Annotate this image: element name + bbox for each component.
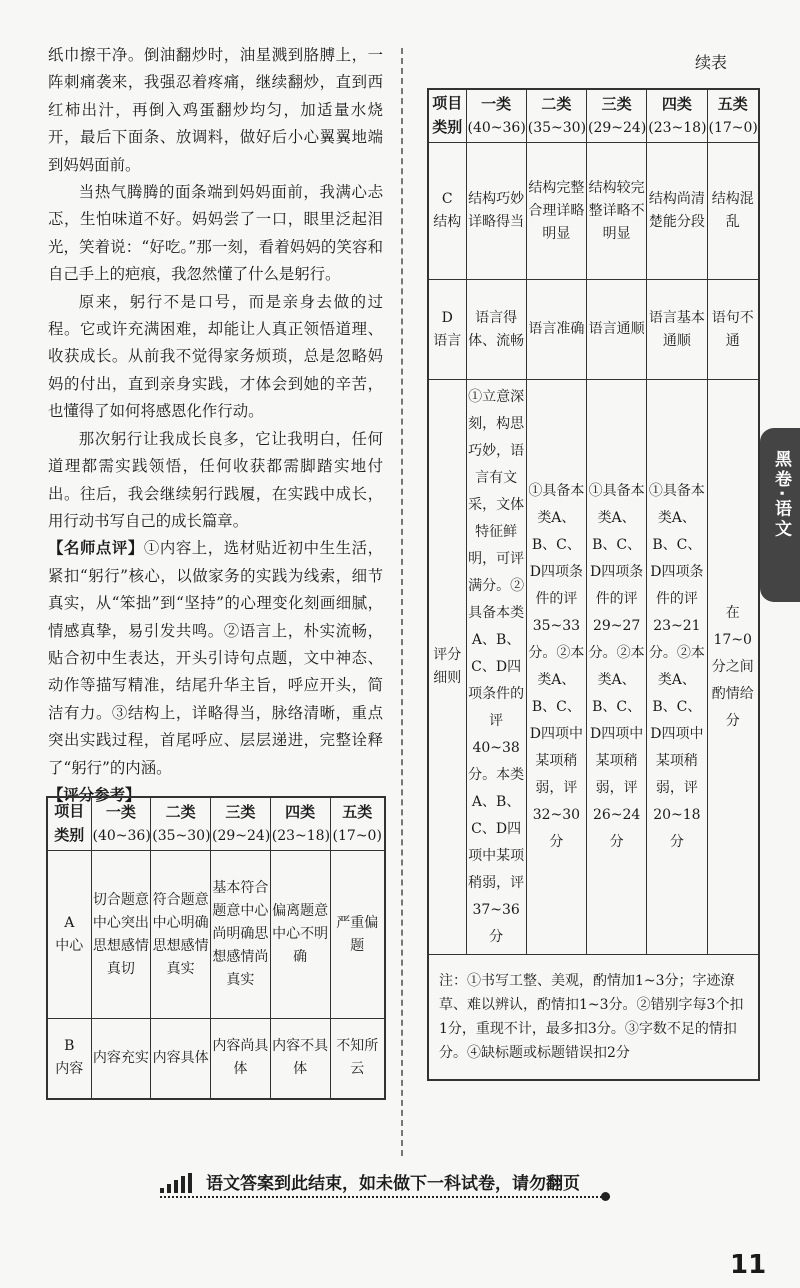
essay-paragraph-1: 纸巾擦干净。倒油翻炒时，油星溅到胳膊上，一阵刺痛袭来，我强忍着疼痛，继续翻炒，直到西红柿出汁，再倒入鸡蛋翻炒均匀，加适量水烧开，最后下面条、放调料，做好后小心翼翼地端到妈妈面前。: [48, 46, 383, 174]
teacher-comment: [48, 535, 383, 782]
table-cell: 结构完整合理详略明显: [526, 143, 586, 280]
table-cell: 切合题意中心突出思想感情真切: [91, 851, 151, 1019]
essay-paragraph-3: 原来，躬行不是口号，而是亲身去做的过程。它或许充满困难，却能让人真正领悟道理、收获成长。从前我不觉得家务烦琐，总是忽略妈妈的付出，直到亲身实践，才体会到她的辛苦，也懂得了如何将感恩化作行动。: [48, 292, 383, 421]
teacher-comment-label: 【名师点评】: [48, 539, 144, 558]
scoring-table: [46, 796, 386, 1100]
essay-column: [48, 42, 383, 809]
header-class-1: 一类 (40~36): [91, 797, 151, 851]
table-cell: 内容不具体: [270, 1019, 330, 1099]
row-label: D 语言: [428, 280, 466, 380]
essay-paragraph-4: 那次躬行让我成长良多，它让我明白，任何道理都需实践领悟，任何收获都需脚踏实地付出。往后，我会继续躬行践履，在实践中成长，用行动书写自己的成长篇章。: [48, 429, 383, 530]
header-class-1: 一类 (40~36): [466, 89, 526, 143]
table-cell: 内容尚具体: [211, 1019, 271, 1099]
table-cell: 内容具体: [151, 1019, 211, 1099]
table-cell: ①具备本类A、B、C、D四项条件的评23~21分。②本类A、B、C、D四项中某项稍弱，评20~18分: [647, 380, 707, 955]
column-divider: [401, 48, 403, 1156]
scoring-reference-label: 【评分参考】: [48, 785, 141, 804]
page-number: 11: [730, 1250, 767, 1280]
continued-table-title: 续表: [695, 53, 728, 72]
table-cell: 不知所云: [330, 1019, 385, 1099]
table-cell: 语句不通: [707, 280, 759, 380]
header-class-4: 四类 (23~18): [647, 89, 707, 143]
table-cell: 结构较完整详略不明显: [587, 143, 647, 280]
table-row-d: [428, 280, 759, 380]
header-class-4: 四类 (23~18): [270, 797, 330, 851]
row-label: A 中心: [47, 851, 91, 1019]
table-row-criteria: [428, 380, 759, 955]
teacher-comment-text: ①内容上，选材贴近初中生生活，紧扣“躬行”核心，以做家务的实践为线索，细节真实，从“笨拙”到“坚持”的心理变化刻画细腻，情感真挚，易引发共鸣。②语言上，朴实流畅，贴合初中生表达，开头引诗句点题，文中神态、动作等描写精准，结尾升华主旨，呼应开头，简洁有力。③结构上，详略得当，脉络清晰，重点突出实践过程，首尾呼应、层层递进，完整诠释了“躬行”的内涵。: [48, 539, 383, 777]
subject-side-tab: 黑卷·语文: [760, 428, 800, 602]
table-cell: 结构尚清楚能分段: [647, 143, 707, 280]
table-cell: 符合题意中心明确思想感情真实: [151, 851, 211, 1019]
header-class-3: 三类 (29~24): [587, 89, 647, 143]
table-row-c: [428, 143, 759, 280]
header-item-cell: 项目 类别: [47, 797, 91, 851]
table-cell: ①具备本类A、B、C、D四项条件的评35~33分。②本类A、B、C、D四项中某项稍弱，评32~30分: [526, 380, 586, 955]
table-cell: 语言准确: [526, 280, 586, 380]
end-of-answers-banner: [160, 1167, 610, 1197]
table-cell: 内容充实: [91, 1019, 151, 1099]
table-cell: 在17~0分之间酌情给分: [707, 380, 759, 955]
row-label: B 内容: [47, 1019, 91, 1099]
header-class-3: 三类 (29~24): [211, 797, 271, 851]
table-cell: 结构巧妙详略得当: [466, 143, 526, 280]
header-item-cell: 项目 类别: [428, 89, 466, 143]
table-cell: 严重偏题: [330, 851, 385, 1019]
scoring-table-header: [47, 797, 385, 851]
table-cell: 结构混乱: [707, 143, 759, 280]
table-cell: 偏离题意中心不明确: [270, 851, 330, 1019]
table-cell: 语言基本通顺: [647, 280, 707, 380]
header-class-2: 二类 (35~30): [151, 797, 211, 851]
header-class-5: 五类 (17~0): [707, 89, 759, 143]
scoring-note: 注：①书写工整、美观，酌情加1~3分；字迹潦草、难以辨认，酌情扣1~3分。②错别字每3个扣1分，重现不计，最多扣3分。③字数不足的情扣分。④缺标题或标题错误扣2分: [428, 955, 759, 1081]
end-of-answers-text: 语文答案到此结束，如未做下一科试卷，请勿翻页: [206, 1174, 580, 1194]
essay-paragraph-2: 当热气腾腾的面条端到妈妈面前，我满心忐忑，生怕味道不好。妈妈尝了一口，眼里泛起泪光，笑着说：“好吃。”那一刻，看着妈妈的笑容和自己手上的疤痕，我忽然懂了什么是躬行。: [48, 183, 383, 284]
signal-bars-icon: [160, 1173, 194, 1193]
header-class-2: 二类 (35~30): [526, 89, 586, 143]
table-cell: ①立意深刻，构思巧妙，语言有文采，文体特征鲜明，可评满分。②具备本类A、B、C、D四项条件的评40~38分。本类A、B、C、D四项中某项稍弱，评37~36分: [466, 380, 526, 955]
dot-icon: [601, 1192, 610, 1201]
table-cell: 语言通顺: [587, 280, 647, 380]
table-cell: 基本符合题意中心尚明确思想感情尚真实: [211, 851, 271, 1019]
table-cell: 语言得体、流畅: [466, 280, 526, 380]
table-row-a: [47, 851, 385, 1019]
table-row-note: [428, 955, 759, 1081]
row-label: 评分 细则: [428, 380, 466, 955]
dotted-line: [160, 1196, 610, 1198]
table-row-b: [47, 1019, 385, 1099]
table-cell: ①具备本类A、B、C、D四项条件的评29~27分。②本类A、B、C、D四项中某项稍弱，评26~24分: [587, 380, 647, 955]
row-label: C 结构: [428, 143, 466, 280]
continued-table-header: [428, 89, 759, 143]
header-class-5: 五类 (17~0): [330, 797, 385, 851]
scoring-table-continued: [427, 88, 760, 1081]
